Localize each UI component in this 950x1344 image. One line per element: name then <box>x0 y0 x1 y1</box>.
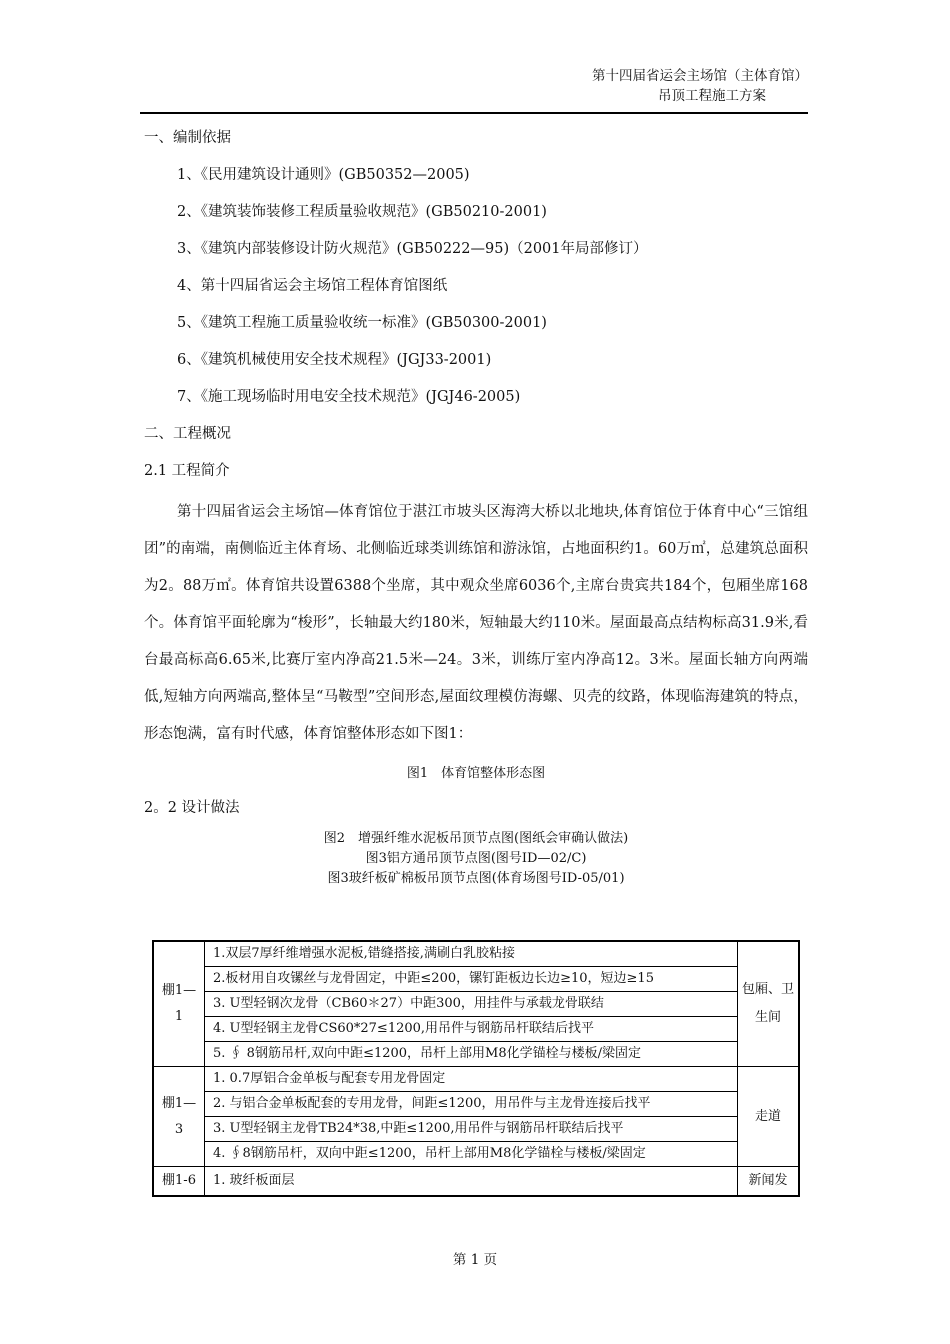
spec-cell: 2. 与铝合金单板配套的专用龙骨，间距≤1200，用吊件与主龙骨连接后找平 <box>205 1092 738 1117</box>
figure-1-caption: 图1 体育馆整体形态图 <box>406 766 546 781</box>
spec-cell: 1.双层7厚纤维增强水泥板,错缝搭接,满刷白乳胶粘接 <box>205 941 738 967</box>
location-cell: 走道 <box>738 1067 800 1167</box>
figure-2-caption: 图2 增强纤维水泥板吊顶节点图(图纸会审确认做法) <box>323 831 629 846</box>
spec-cell: 1. 玻纤板面层 <box>205 1167 738 1197</box>
project-overview-paragraph: 第十四届省运会主场馆—体育馆位于湛江市坡头区海湾大桥以北地块,体育馆位于体育中心“三馆组团”的南端，南侧临近主体育场、北侧临近球类训练馆和游泳馆，占地面积约1。60万㎡，总建筑总面积为2。88万㎡。体育馆共设置6388个坐席，其中观众坐席6036个,主席台贵宾共184个，包厢坐席168个。体育馆平面轮廓为“梭形”，长轴最大约180米，短轴最大约110米。屋面最高点结构标高31.9米,看台最高标高6.65米,比赛厅室内净高21.5米—24。3米，训练厅室内净高12。3米。屋面长轴方向两端低,短轴方向两端高,整体呈“马鞍型”空间形态,屋面纹理模仿海螺、贝壳的纹路，体现临海建筑的特点，形态饱满，富有时代感，体育馆整体形态如下图1： <box>144 504 808 742</box>
section-1-title: 一、编制依据 <box>144 130 231 146</box>
spec-cell: 3. U型轻钢主龙骨TB24*38,中距≤1200,用吊件与钢筋吊杆联结后找平 <box>205 1117 738 1142</box>
reference-item: 6、《建筑机械使用安全技术规程》(JGJ33-2001) <box>177 352 492 368</box>
header-line-2: 吊顶工程施工方案 <box>658 88 766 104</box>
table-row <box>153 1117 799 1142</box>
spec-cell: 2.板材用自攻镙丝与龙骨固定，中距≤200，镙钉距板边长边≥10，短边≥15 <box>205 967 738 992</box>
table-row <box>153 967 799 992</box>
reference-item: 2、《建筑装饰装修工程质量验收规范》(GB50210-2001) <box>177 204 547 220</box>
spec-cell: 3. U型轻钢次龙骨（CB60＊27）中距300，用挂件与承载龙骨联结 <box>205 992 738 1017</box>
table-row <box>153 941 799 967</box>
ceiling-code-cell: 棚1—1 <box>153 941 205 1067</box>
spec-cell: 5. ∮ 8钢筋吊杆,双向中距≤1200，吊杆上部用M8化学锚栓与楼板/梁固定 <box>205 1042 738 1067</box>
header-line-1: 第十四届省运会主场馆（主体育馆） <box>592 68 808 84</box>
table-row <box>153 992 799 1017</box>
page-header <box>140 66 808 114</box>
table-row <box>153 1067 799 1092</box>
location-cell: 新闻发 <box>738 1167 800 1197</box>
table-row <box>153 1142 799 1167</box>
subsection-2-2-title: 2。2 设计做法 <box>144 800 240 816</box>
reference-item: 3、《建筑内部装修设计防火规范》(GB50222—95)（2001年局部修订） <box>177 241 648 257</box>
document-body <box>144 124 808 889</box>
reference-item: 4、第十四届省运会主场馆工程体育馆图纸 <box>177 278 448 294</box>
table-row <box>153 1042 799 1067</box>
table-row <box>153 1167 799 1197</box>
table-row <box>153 1017 799 1042</box>
ceiling-code-cell: 棚1—3 <box>153 1067 205 1167</box>
subsection-2-1-title: 2.1 工程简介 <box>144 463 230 479</box>
reference-item: 5、《建筑工程施工质量验收统一标准》(GB50300-2001) <box>177 315 547 331</box>
reference-item: 7、《施工现场临时用电安全技术规范》(JGJ46-2005) <box>177 389 521 405</box>
spec-cell: 1. 0.7厚铝合金单板与配套专用龙骨固定 <box>205 1067 738 1092</box>
ceiling-code-cell: 棚1-6 <box>153 1167 205 1197</box>
reference-item: 1、《民用建筑设计通则》(GB50352—2005) <box>177 167 470 183</box>
section-2-title: 二、工程概况 <box>144 426 231 442</box>
figure-3b-caption: 图3玻纤板矿棉板吊顶节点图(体育场图号ID-05/01) <box>327 871 625 886</box>
ceiling-spec-table <box>152 940 800 1197</box>
table-row <box>153 1092 799 1117</box>
location-cell: 包厢、卫生间 <box>738 941 800 1067</box>
spec-cell: 4. U型轻钢主龙骨CS60*27≤1200,用吊件与钢筋吊杆联结后找平 <box>205 1017 738 1042</box>
spec-cell: 4. ∮8钢筋吊杆，双向中距≤1200，吊杆上部用M8化学锚栓与楼板/梁固定 <box>205 1142 738 1167</box>
page-number: 第 1 页 <box>452 1252 498 1268</box>
figure-3a-caption: 图3铝方通吊顶节点图(图号ID—02/C) <box>365 851 587 866</box>
